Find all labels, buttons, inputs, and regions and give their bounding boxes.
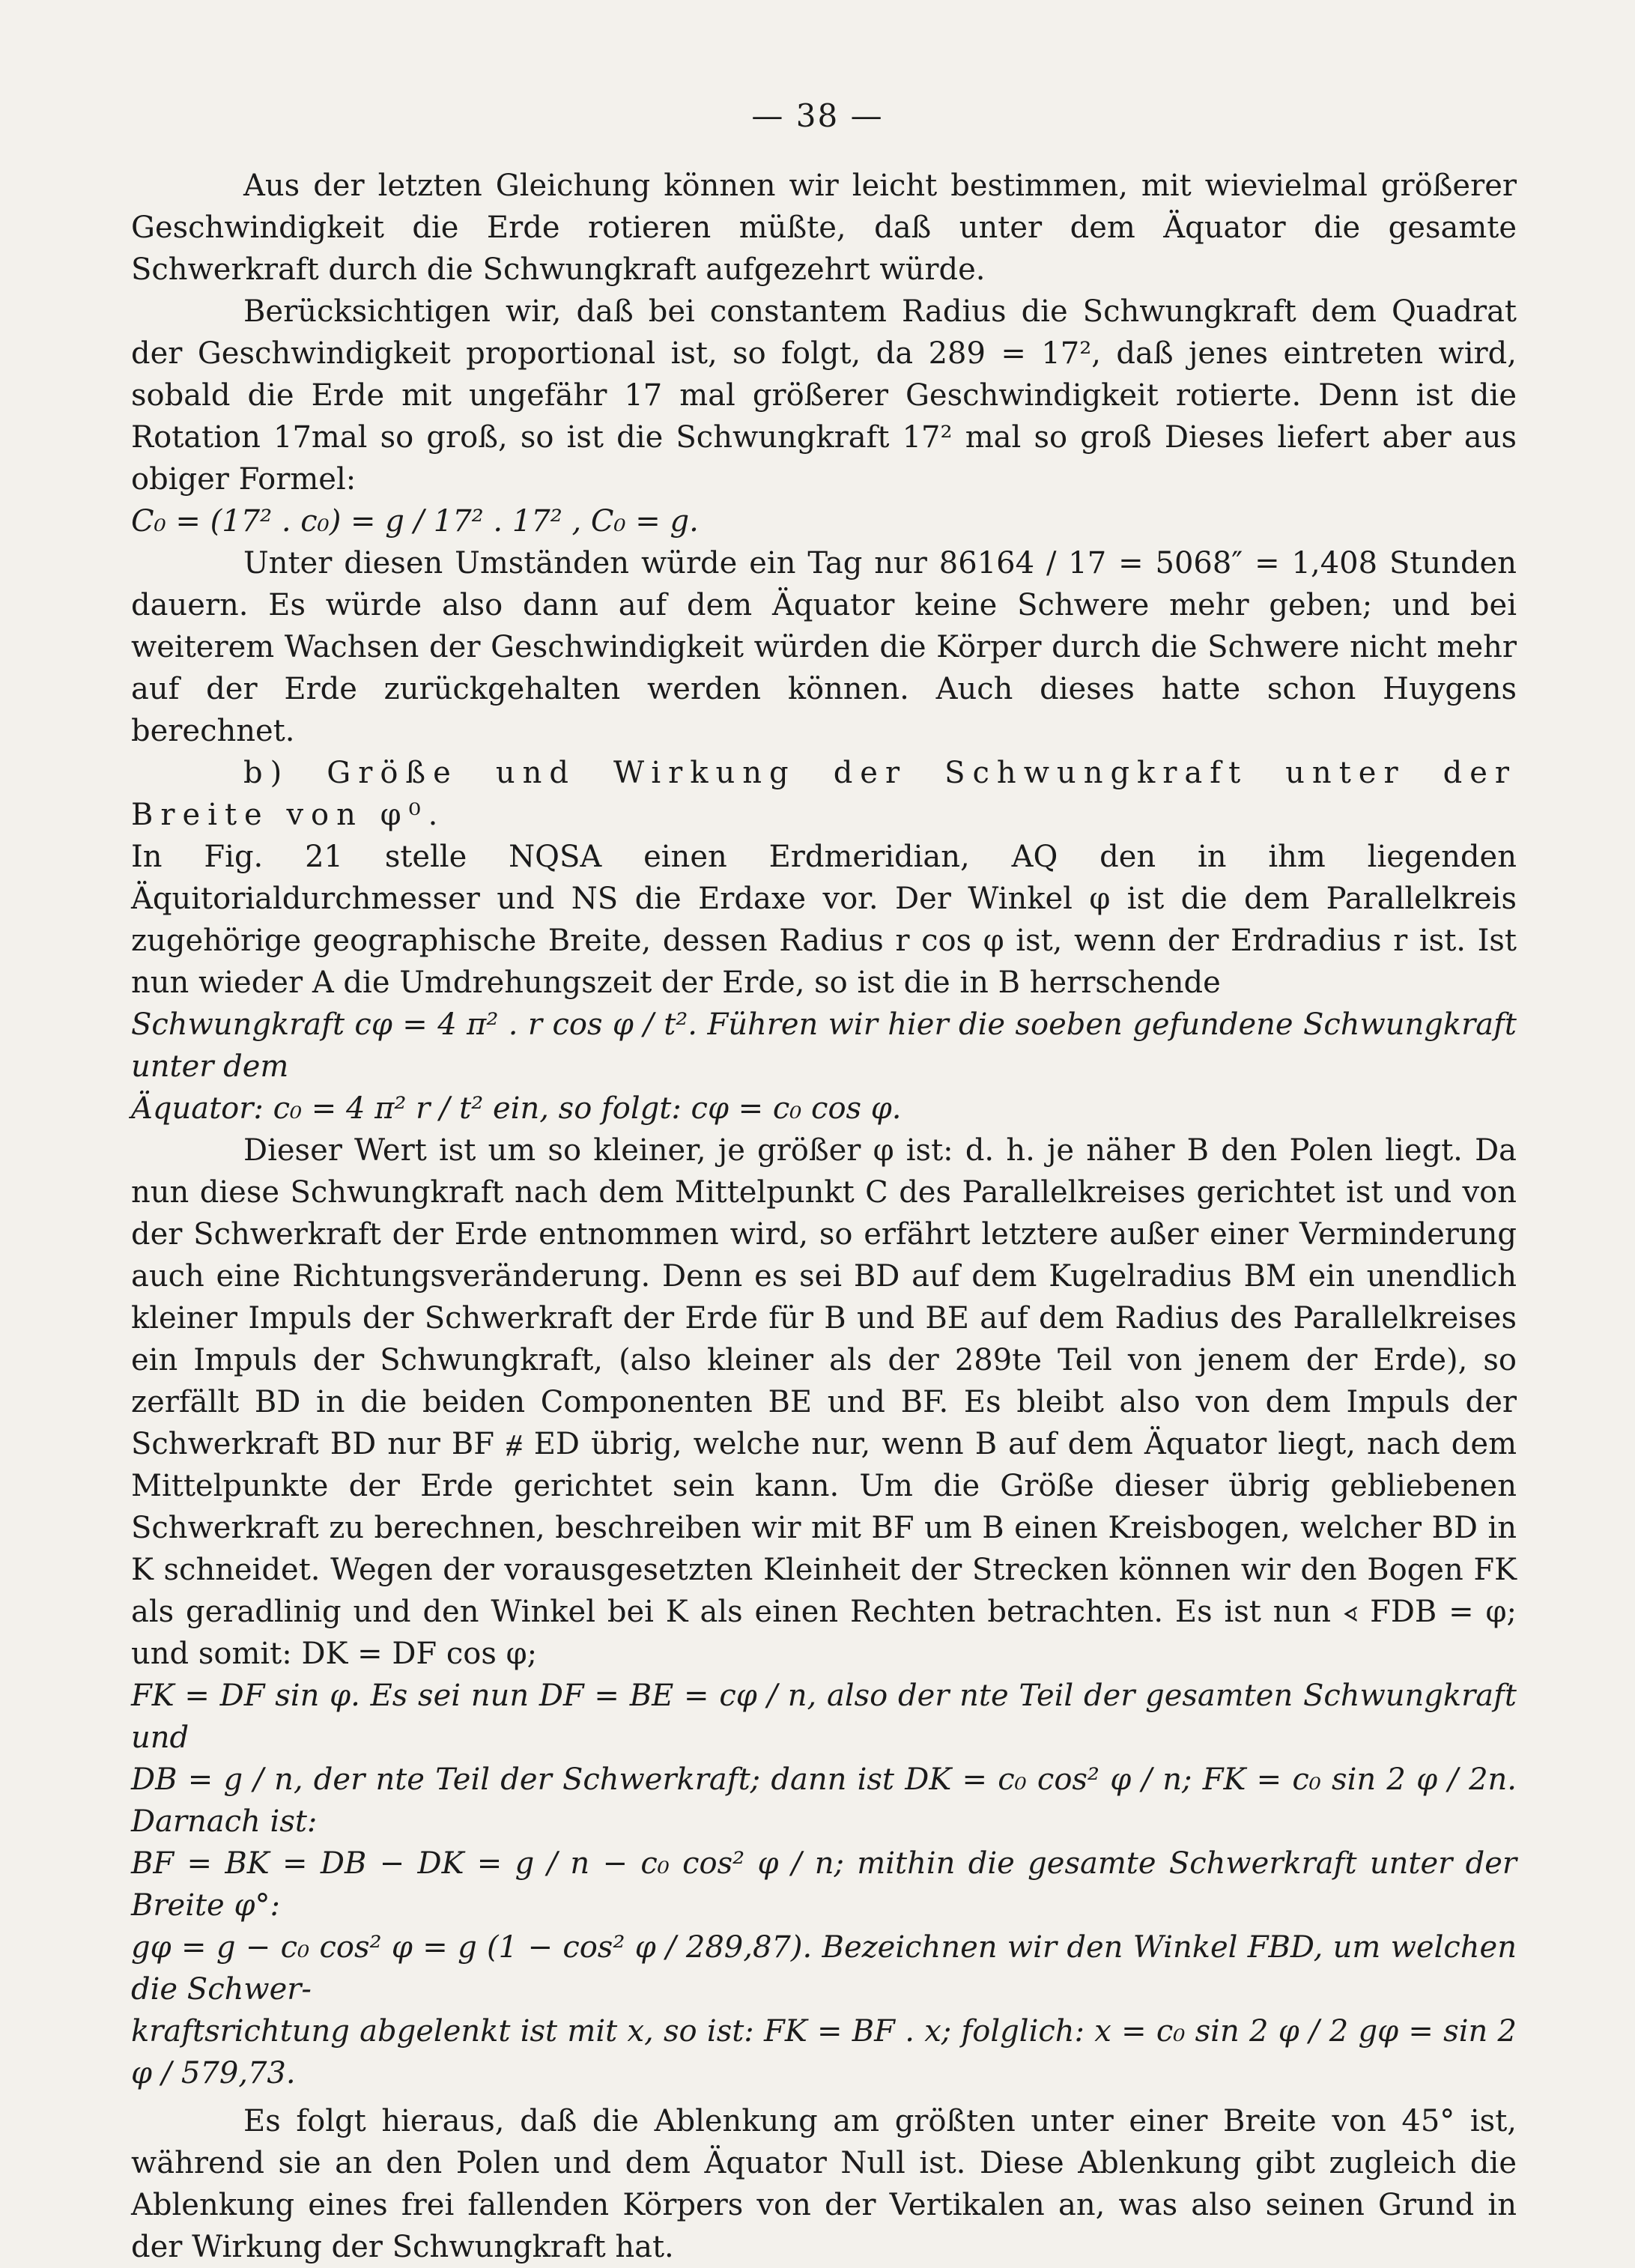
formula-rotation: C₀ = (17² . c₀) = g / 17² . 17² , C₀ = g.	[131, 504, 699, 539]
formula-aequator: Äquator: c₀ = 4 π² r / t² ein, so folgt: cφ = c₀ cos φ.	[131, 1091, 902, 1126]
formula-bf: BF = BK = DB − DK = g / n − c₀ cos² φ / n; mithin die gesamte Schwerkraft unter der Breite φ°:	[131, 1846, 1517, 1923]
paragraph-5: Dieser Wert ist um so kleiner, je größer φ ist: d. h. je näher B den Polen liegt. Da nun diese Schwungkraft nach dem Mittelpunkt C des Parallelkreises gerichtet ist und von der Schwerkraft der Erde entnommen wird, so erfährt letztere außer einer Verminderung auch eine Richtungsveränderung. Denn es sei BD auf dem Kugelradius BM ein unendlich kleiner Impuls der Schwerkraft der Erde für B und BE auf dem Radius des Parallelkreises ein Impuls der Schwungkraft, (also kleiner als der 289te Teil von jenem der Erde), so zerfällt BD in die beiden Componenten BE und BF. Es bleibt also von dem Impuls der Schwerkraft BD nur BF ⧣ ED übrig, welche nur, wenn B auf dem Äquator liegt, nach dem Mittelpunkte der Erde gerichtet sein kann. Um die Größe dieser übrig gebliebenen Schwerkraft zu berechnen, beschreiben wir mit BF um B einen Kreisbogen, welcher BD in K schneidet. Wegen der vorausgesetzten Kleinheit der Strecken können wir den Bogen FK als geradlinig und den Winkel bei K als einen Rechten betrachten. Es ist nun ∢ FDB = φ; und somit: DK = DF cos φ;	[131, 1133, 1517, 1671]
paragraph-3: Unter diesen Umständen würde ein Tag nur 86164 / 17 = 5068″ = 1,408 Stunden dauern. Es würde also dann auf dem Äquator keine Schwere mehr geben; und bei weiterem Wachsen der Geschwindigkeit würden die Körper durch die Schwere nicht mehr auf der Erde zurückgehalten werden können. Auch dieses hatte schon Huygens berechnet.	[131, 546, 1517, 748]
page-body	[131, 165, 1517, 2268]
formula-schwungkraft: Schwungkraft cφ = 4 π² . r cos φ / t². Führen wir hier die soeben gefundene Schwungkraft unter dem	[131, 1007, 1517, 1084]
paragraph-2: Berücksichtigen wir, daß bei constantem Radius die Schwungkraft dem Quadrat der Geschwindigkeit proportional ist, so folgt, da 289 = 17², daß jenes eintreten wird, sobald die Erde mit ungefähr 17 mal größerer Geschwindigkeit rotierte. Denn ist die Rotation 17mal so groß, so ist die Schwungkraft 17² mal so groß Dieses liefert aber aus obiger Formel:	[131, 294, 1517, 497]
paragraph-6: Es folgt hieraus, daß die Ablenkung am größten unter einer Breite von 45° ist, während sie an den Polen und dem Äquator Null ist. Diese Ablenkung gibt zugleich die Ablenkung eines frei fallenden Körpers von der Vertikalen an, was also seinen Grund in der Wirkung der Schwungkraft hat.	[131, 2104, 1517, 2264]
paragraph-4: In Fig. 21 stelle NQSA einen Erdmeridian, AQ den in ihm liegenden Äquitorialdurchmesser und NS die Erdaxe vor. Der Winkel φ ist die dem Parallelkreis zugehörige geographische Breite, dessen Radius r cos φ ist, wenn der Erdradius r ist. Ist nun wieder A die Umdrehungszeit der Erde, so ist die in B herrschende	[131, 840, 1517, 1000]
paragraph-1: Aus der letzten Gleichung können wir leicht bestimmen, mit wievielmal größerer Geschwindigkeit die Erde rotieren müßte, daß unter dem Äquator die gesamte Schwerkraft durch die Schwungkraft aufgezehrt würde.	[131, 169, 1517, 287]
formula-db: DB = g / n, der nte Teil der Schwerkraft; dann ist DK = c₀ cos² φ / n; FK = c₀ sin 2 φ / 2n. Darnach ist:	[131, 1762, 1517, 1839]
formula-x: kraftsrichtung abgelenkt ist mit x, so ist: FK = BF . x; folglich: x = c₀ sin 2 φ / 2 gφ = sin 2 φ / 579,73.	[131, 2014, 1517, 2090]
page-number: — 38 —	[751, 97, 884, 134]
section-heading-b: b) Größe und Wirkung der Schwungkraft unter der Breite von φ⁰.	[131, 756, 1517, 832]
formula-g-phi: gφ = g − c₀ cos² φ = g (1 − cos² φ / 289,87). Bezeichnen wir den Winkel FBD, um welchen die Schwer-	[131, 1930, 1517, 2007]
formula-fk: FK = DF sin φ. Es sei nun DF = BE = cφ / n, also der nte Teil der gesamten Schwungkraft und	[131, 1679, 1517, 1755]
